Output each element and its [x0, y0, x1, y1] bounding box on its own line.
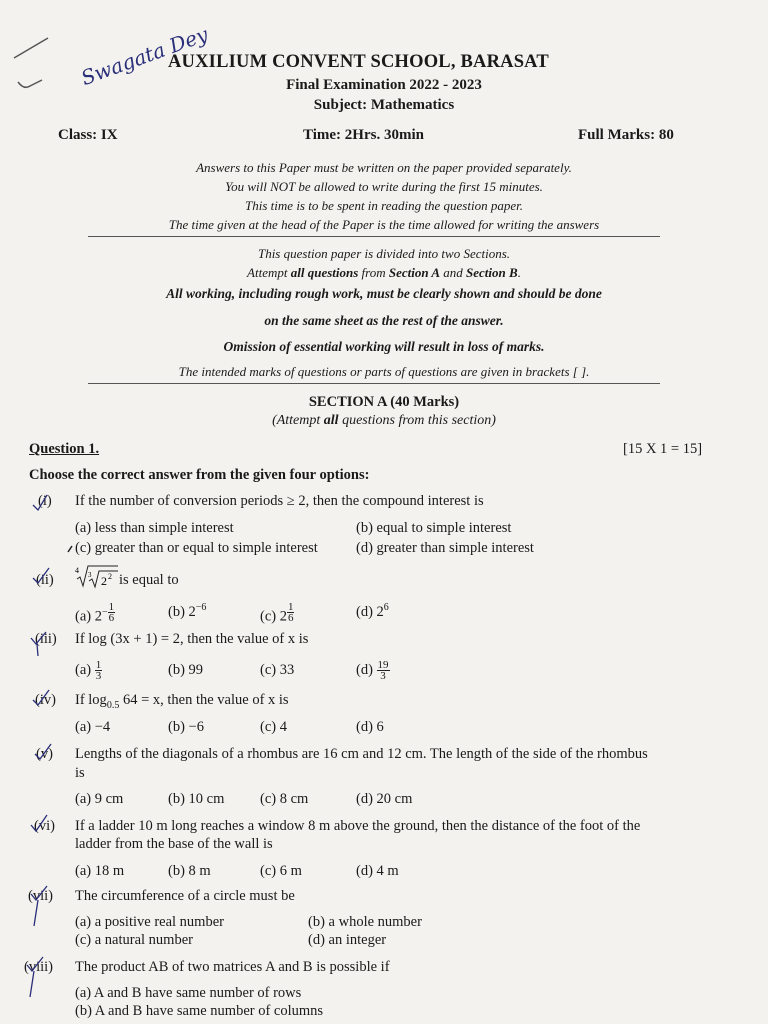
tick-mark-icon — [30, 566, 52, 586]
option-b: (b) 8 m — [168, 863, 211, 879]
question-text: If a ladder 10 m long reaches a window 8 m above the ground, then the distance of the foot of the — [75, 818, 641, 834]
tick-mark-icon — [32, 742, 54, 762]
tick-mark-icon — [28, 813, 50, 835]
question-text: The circumference of a circle must be — [75, 888, 295, 904]
question-text: If the number of conversion periods ≥ 2, then the compound interest is — [75, 493, 484, 509]
exam-title: Final Examination 2022 - 2023 — [286, 77, 482, 93]
instruction-line: on the same sheet as the rest of the answer. — [264, 313, 504, 328]
question-text: If $\log_{0.5} 64 = x$, then the value of x is — [75, 692, 289, 711]
tick-mark-icon — [28, 884, 50, 930]
option-a: (a) A and B have same number of rows — [75, 985, 302, 1001]
option-b: (b) 10 cm — [168, 791, 225, 807]
option-c: (c) 33 — [260, 662, 295, 678]
instruction-line: The intended marks of questions or parts of questions are given in brackets [ ]. — [178, 364, 590, 379]
option-a: (a) a positive real number — [75, 914, 224, 930]
school-name: AUXILIUM CONVENT SCHOOL, BARASAT — [168, 52, 549, 72]
option-b: (b) 99 — [168, 662, 204, 678]
option-d: (d) 20 cm — [356, 791, 413, 807]
option-d: (d) 4 m — [356, 863, 399, 879]
svg-text:2: 2 — [101, 574, 107, 588]
option-a: (a) −4 — [75, 719, 111, 735]
option-d: (d) greater than simple interest — [356, 540, 534, 556]
svg-text:2: 2 — [108, 572, 112, 581]
option-c: (c) a natural number — [75, 932, 193, 948]
answer-dot-icon — [66, 544, 74, 554]
section-title: SECTION A (40 Marks) — [308, 394, 460, 410]
option-c: (c) 2 $^{\frac{1}{6}}$ — [260, 601, 294, 625]
question-text: is equal to — [119, 572, 179, 588]
option-a: (a) 9 cm — [75, 791, 124, 807]
option-b: (b) −6 — [168, 719, 204, 735]
item-number: (vii) — [28, 888, 53, 904]
subject-title: Subject: Mathematics — [313, 97, 455, 113]
handwritten-signature: Swagata Dey — [77, 21, 212, 91]
instruction-line: This question paper is divided into two Sections. — [257, 246, 511, 261]
option-d: (d) $2^6$ — [356, 602, 389, 620]
option-a: (a) $2^{- \frac{1}{6}}$ — [75, 601, 115, 625]
option-c: (c) 6 m — [260, 863, 302, 879]
question-text-cont: ladder from the base of the wall is — [75, 836, 273, 852]
divider — [88, 236, 660, 237]
option-d: (d) $\frac{19}{3}$ — [356, 659, 389, 682]
question-text: If log (3x + 1) = 2, then the value of x is — [75, 631, 309, 647]
instruction-line: All working, including rough work, must be clearly shown and should be done — [166, 286, 602, 301]
option-c: (c) 4 — [260, 719, 287, 735]
option-b: (b) equal to simple interest — [356, 520, 512, 536]
item-number: (ii) — [36, 572, 54, 588]
tick-mark-icon — [24, 955, 46, 1001]
svg-text:3: 3 — [88, 571, 92, 579]
item-number: (iii) — [35, 631, 57, 647]
option-a: (a) $\frac{1}{3}$ — [75, 659, 102, 682]
full-marks-label: Full Marks: 80 — [578, 127, 674, 143]
class-label: Class: IX — [58, 127, 118, 143]
tick-mark-icon — [30, 493, 50, 513]
instruction-line: Answers to this Paper must be written on the paper provided separately. — [196, 160, 572, 175]
nested-radical-expression-icon — [74, 564, 120, 590]
instruction-line: Attempt all questions from Section A and Section B. — [247, 265, 521, 280]
item-number: (v) — [36, 746, 53, 762]
question-text-cont: is — [75, 765, 85, 781]
option-d: (d) 6 — [356, 719, 384, 735]
option-b: (b) A and B have same number of columns — [75, 1003, 324, 1019]
svg-text:4: 4 — [75, 566, 79, 575]
instruction-line: The time given at the head of the Paper is the time allowed for writing the answers — [168, 217, 600, 232]
option-b: (b) a whole number — [308, 914, 422, 930]
question-text: The product AB of two matrices A and B is possible if — [75, 959, 390, 975]
tick-mark-icon — [30, 688, 52, 708]
option-d: (d) an integer — [308, 932, 387, 948]
item-number: (iv) — [35, 692, 56, 708]
question-label: Question 1. — [29, 441, 100, 457]
tick-mark-icon — [28, 628, 50, 658]
option-c: (c) greater than or equal to simple interest — [75, 540, 318, 556]
option-a: (a) 18 m — [75, 863, 125, 879]
instruction-line: You will NOT be allowed to write during the first 15 minutes. — [225, 179, 543, 194]
question-text: Lengths of the diagonals of a rhombus are 16 cm and 12 cm. The length of the side of the rhombus — [75, 746, 648, 762]
item-number: (vi) — [34, 818, 55, 834]
option-c: (c) 8 cm — [260, 791, 309, 807]
section-subtitle: (Attempt all questions from this section) — [272, 413, 496, 428]
item-number: (viii) — [24, 959, 53, 975]
instruction-line: Omission of essential working will result in loss of marks. — [223, 339, 545, 354]
question-instruction: Choose the correct answer from the given four options: — [29, 467, 370, 483]
option-a: (a) less than simple interest — [75, 520, 234, 536]
option-b: (b) $2^{-6}$ — [168, 602, 207, 620]
instruction-line: This time is to be spent in reading the question paper. — [245, 198, 523, 213]
divider — [88, 383, 660, 384]
question-marks: [15 X 1 = 15] — [623, 441, 703, 457]
time-label: Time: 2Hrs. 30min — [303, 127, 424, 143]
item-number: (i) — [38, 493, 52, 509]
